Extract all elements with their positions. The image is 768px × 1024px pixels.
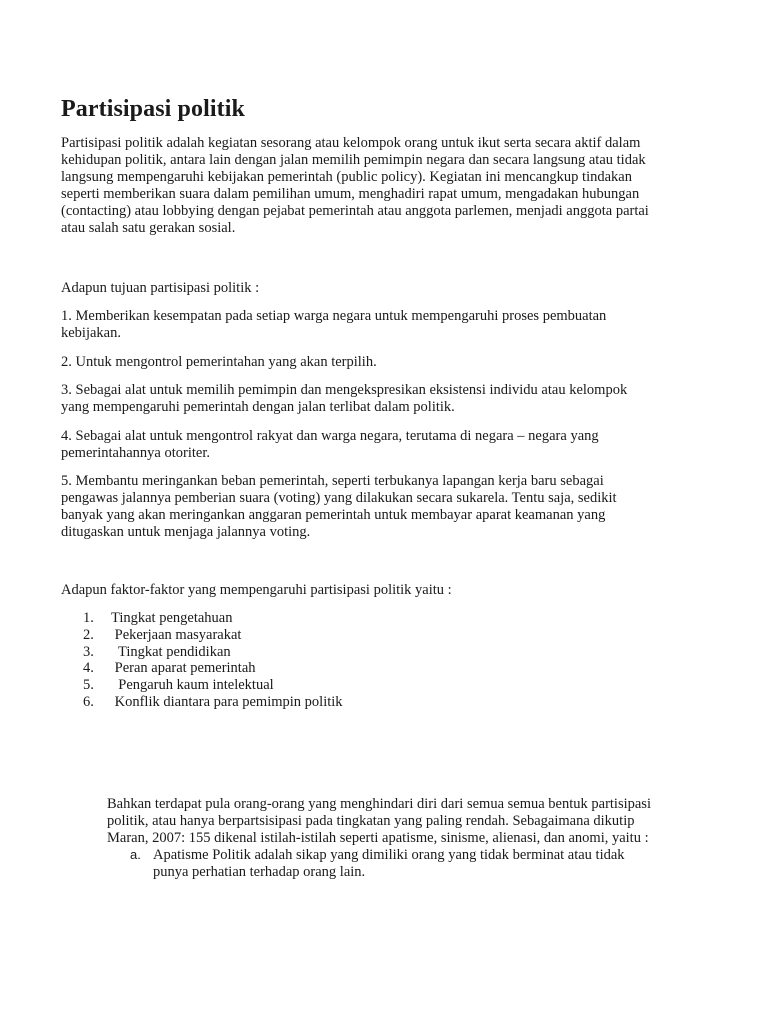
list-text: Pekerjaan masyarakat: [111, 626, 242, 643]
list-letter: a.: [130, 847, 141, 862]
tujuan-heading: Adapun tujuan partisipasi politik :: [61, 280, 260, 296]
tujuan-line: 5. Membantu meringankan beban pemerintah, seperti terbukanya lapangan kerja baru sebagai: [61, 473, 604, 489]
faktor-list: [83, 610, 343, 711]
list-item: [83, 660, 343, 677]
tujuan-line: ditugaskan untuk menjaga jalannya voting.: [61, 524, 311, 540]
list-number: 3.: [83, 643, 94, 660]
tujuan-line: kebijakan.: [61, 325, 121, 341]
list-text: Peran aparat pemerintah: [111, 660, 256, 677]
tujuan-item-2: [61, 354, 711, 371]
list-text: Konflik diantara para pemimpin politik: [111, 693, 343, 710]
closing-line: Bahkan terdapat pula orang-orang yang menghindari diri dari semua semua bentuk partisipasi: [107, 796, 651, 812]
intro-line: seperti memberikan suara dalam pemilihan umum, menghadiri rapat umum, mengadakan hubungan: [61, 186, 640, 202]
closing-line: Maran, 2007: 155 dikenal istilah-istilah seperti apatisme, sinisme, alienasi, dan anomi, yaitu :: [107, 829, 649, 846]
list-item: [83, 610, 343, 627]
list-number: 5.: [83, 677, 94, 694]
faktor-heading: Adapun faktor-faktor yang mempengaruhi partisipasi politik yaitu :: [61, 582, 452, 598]
tujuan-item-5: [61, 473, 711, 541]
tujuan-line: 1. Memberikan kesempatan pada setiap warga negara untuk mempengaruhi proses pembuatan: [61, 308, 607, 324]
intro-line: atau salah satu gerakan sosial.: [61, 220, 236, 236]
tujuan-line: pemerintahannya otoriter.: [61, 445, 210, 461]
list-item: [130, 847, 625, 881]
list-text: Pengaruh kaum intelektual: [111, 677, 274, 694]
list-text: Tingkat pengetahuan: [111, 610, 233, 626]
list-number: 1.: [83, 610, 94, 626]
tujuan-line: 4. Sebagai alat untuk mengontrol rakyat dan warga negara, terutama di negara – negara yang: [61, 428, 599, 444]
list-item: [83, 627, 343, 644]
list-number: 4.: [83, 660, 94, 677]
list-number: 2.: [83, 626, 94, 643]
tujuan-line: pengawas jalannya pemberian suara (voting) yang dilakukan secara sukarela. Tentu saja, sedikit: [61, 490, 617, 506]
list-text: Apatisme Politik adalah sikap yang dimiliki orang yang tidak berminat atau tidak: [153, 847, 625, 863]
tujuan-line: yang mempengaruhi pemerintah dengan jalan terlibat dalam politik.: [61, 399, 455, 415]
tujuan-item-3: [61, 382, 711, 416]
list-text-continued: punya perhatian terhadap orang lain.: [153, 863, 366, 880]
closing-paragraph: [107, 796, 727, 846]
page-title: Partisipasi politik: [61, 96, 245, 122]
closing-line: politik, atau hanya berpartsisipasi pada tingkatan yang paling rendah. Sebagaimana dikutip: [107, 812, 635, 829]
list-item: [83, 644, 343, 661]
tujuan-item-4: [61, 428, 711, 462]
alpha-list: [130, 847, 625, 881]
tujuan-line: 2. Untuk mengontrol pemerintahan yang akan terpilih.: [61, 354, 377, 370]
intro-line: langsung mempengaruhi kebijakan pemerintah (public policy). Kegiatan ini mencangkup tindakan: [61, 169, 632, 185]
tujuan-line: banyak yang akan meringankan anggaran pemerintah untuk membayar aparat keamanan yang: [61, 507, 606, 523]
intro-line: Partisipasi politik adalah kegiatan sesorang atau kelompok orang untuk ikut serta secara aktif dalam: [61, 135, 641, 151]
intro-line: kehidupan politik, antara lain dengan jalan memilih pemimpin negara dan secara langsung atau tidak: [61, 152, 646, 168]
tujuan-item-1: [61, 308, 711, 342]
list-item: [83, 694, 343, 711]
list-item: [83, 677, 343, 694]
intro-paragraph: [61, 135, 711, 237]
tujuan-line: 3. Sebagai alat untuk memilih pemimpin dan mengekspresikan eksistensi individu atau kelompok: [61, 382, 628, 398]
list-number: 6.: [83, 693, 94, 710]
intro-line: (contacting) atau lobbying dengan pejabat pemerintah atau anggota parlemen, menjadi anggota partai: [61, 203, 649, 219]
list-text: Tingkat pendidikan: [111, 643, 231, 660]
